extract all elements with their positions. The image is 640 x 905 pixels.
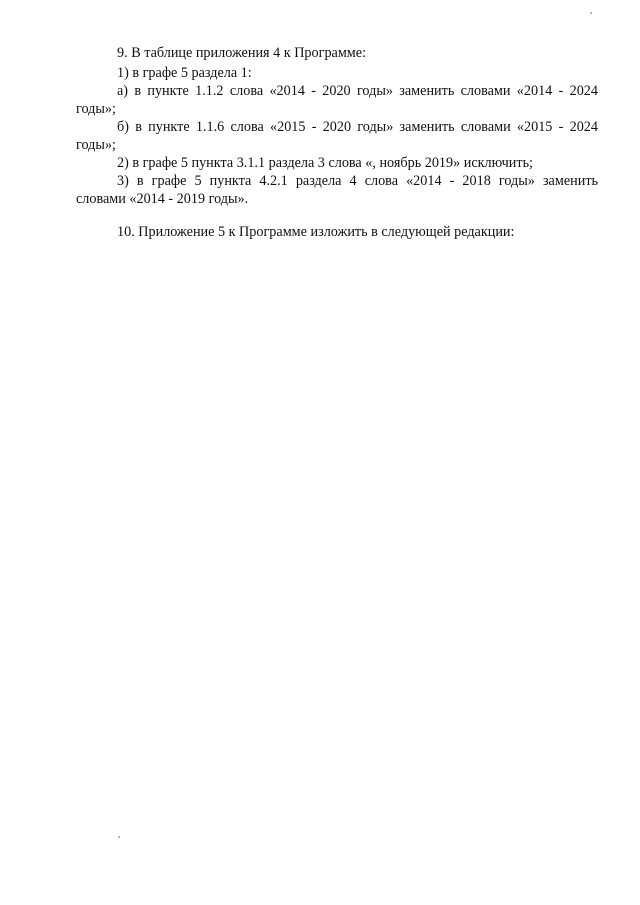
item-9-heading: 9. В таблице приложения 4 к Программе: — [117, 45, 367, 61]
item-9-subitem-2: 2) в графе 5 пункта 3.1.1 раздела 3 слова «, ноябрь 2019» исключить; — [117, 155, 534, 171]
item-9-subitem-1b-line-2: годы»; — [76, 137, 116, 153]
scan-speck — [118, 836, 120, 838]
item-9-subitem-1b-line-1: б) в пункте 1.1.6 слова «2015 - 2020 годы» заменить словами «2015 - 2024 — [117, 119, 598, 135]
item-9-subitem-1a-line-2: годы»; — [76, 101, 116, 117]
scan-speck — [590, 12, 592, 14]
item-9-subitem-3-line-2: словами «2014 - 2019 годы». — [76, 191, 249, 207]
item-9-subitem-3-line-1: 3) в графе 5 пункта 4.2.1 раздела 4 слова «2014 - 2018 годы» заменить — [117, 173, 598, 189]
item-9-subitem-1: 1) в графе 5 раздела 1: — [117, 65, 252, 81]
item-10-heading: 10. Приложение 5 к Программе изложить в следующей редакции: — [117, 224, 515, 240]
item-9-subitem-1a-line-1: а) в пункте 1.1.2 слова «2014 - 2020 годы» заменить словами «2014 - 2024 — [117, 83, 598, 99]
